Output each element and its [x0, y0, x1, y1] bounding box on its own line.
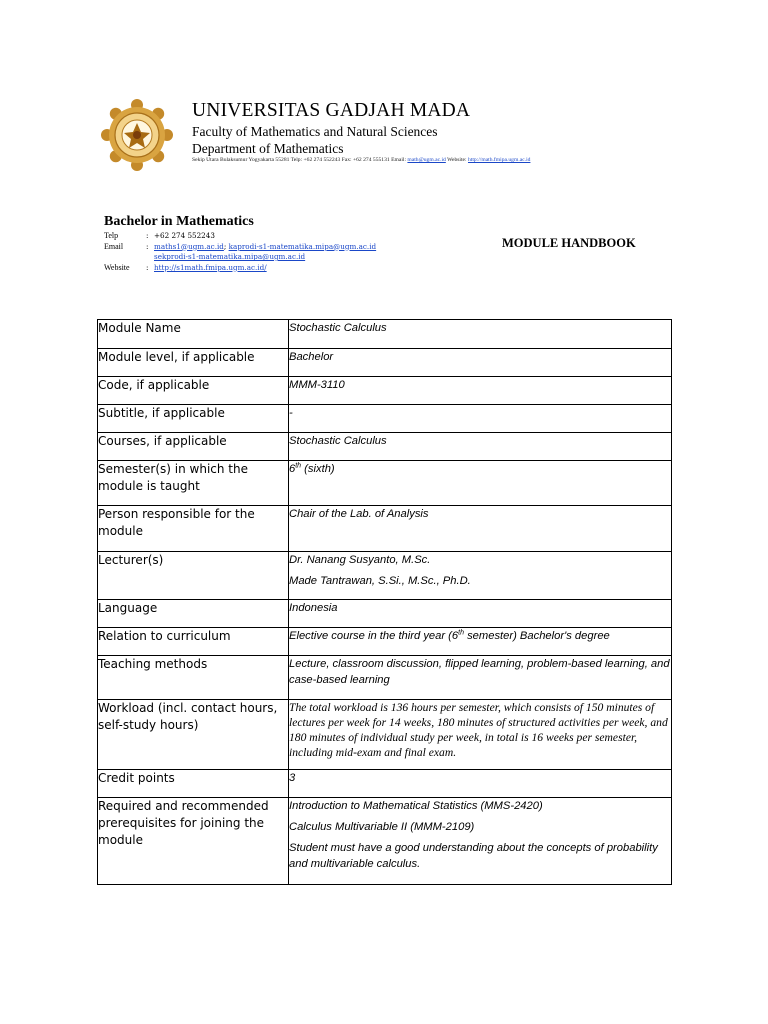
table-row [98, 461, 672, 506]
table-row [98, 700, 672, 770]
module-courses-value: Stochastic Calculus [289, 433, 672, 461]
table-row [98, 506, 672, 552]
email-label: Email [104, 241, 124, 251]
address-line [192, 157, 530, 163]
row-label: Module Name [98, 320, 289, 349]
website-label: Website [104, 262, 130, 272]
email-link-1[interactable]: maths1@ugm.ac.id [154, 241, 224, 251]
telp-colon: : [146, 231, 149, 240]
telp-label: Telp [104, 231, 119, 240]
row-label: Relation to curriculum [98, 628, 289, 656]
module-subtitle-value: - [289, 405, 672, 433]
table-row [98, 405, 672, 433]
row-label: Required and recommended prerequisites for joining the module [98, 798, 289, 885]
module-language-value: Indonesia [289, 600, 672, 628]
row-label: Code, if applicable [98, 377, 289, 405]
module-workload-value: The total workload is 136 hours per semester, which consists of 150 minutes of lectures per week for 14 weeks, 180 minutes of structured activities per week, and 180 minutes of individual study per week, in total is 16 weeks per semester, including mid-exam and final exam. [289, 700, 672, 770]
row-label: Lecturer(s) [98, 552, 289, 600]
row-label: Credit points [98, 770, 289, 798]
faculty-name: Faculty of Mathematics and Natural Sciences [192, 124, 438, 139]
row-label: Person responsible for the module [98, 506, 289, 552]
contact-telp-row [104, 231, 376, 242]
table-row [98, 377, 672, 405]
lecturer-name: Made Tantrawan, S.Si., M.Sc., Ph.D. [289, 575, 471, 587]
email-separator: ; [223, 241, 227, 251]
prerequisite-item: Calculus Multivariable II (MMM-2109) [289, 821, 475, 833]
telp-value: +62 274 552243 [154, 231, 215, 240]
address-website-label: Website: [447, 157, 467, 163]
table-row [98, 656, 672, 700]
contact-email-row [104, 242, 376, 253]
prerequisite-item: Student must have a good understanding about the concepts of probability and multivariable calculus. [289, 842, 658, 870]
row-label: Teaching methods [98, 656, 289, 700]
table-row [98, 433, 672, 461]
row-label: Semester(s) in which the module is taught [98, 461, 289, 506]
row-label: Module level, if applicable [98, 349, 289, 377]
table-row [98, 320, 672, 349]
table-row [98, 798, 672, 885]
address-text: Sekip Utara Bulaksumur Yogyakarta 55281 Telp: +62 274 552243 Fax: +62 274 555131 Email: [192, 157, 407, 163]
email-link-3[interactable]: sekprodi-s1-matematika.mipa@ugm.ac.id [154, 252, 306, 261]
module-prereq-value [289, 798, 672, 885]
row-label: Subtitle, if applicable [98, 405, 289, 433]
contact-email-row-2 [104, 252, 376, 263]
row-label: Workload (incl. contact hours, self-study hours) [98, 700, 289, 770]
module-lecturers-value [289, 552, 672, 600]
program-title: Bachelor in Mathematics [104, 214, 254, 229]
module-person-value: Chair of the Lab. of Analysis [289, 506, 672, 552]
module-code-value: MMM-3110 [289, 377, 672, 405]
row-label: Language [98, 600, 289, 628]
email-colon: : [146, 241, 149, 251]
contact-website-row [104, 263, 376, 274]
lecturer-name: Dr. Nanang Susyanto, M.Sc. [289, 554, 431, 566]
module-table [97, 319, 672, 885]
module-name-value: Stochastic Calculus [289, 320, 672, 349]
table-row [98, 552, 672, 600]
website-colon: : [146, 262, 149, 272]
module-level-value: Bachelor [289, 349, 672, 377]
handbook-title: MODULE HANDBOOK [502, 236, 636, 250]
university-name: UNIVERSITAS GADJAH MADA [192, 100, 471, 121]
table-row [98, 770, 672, 798]
table-row [98, 600, 672, 628]
email-link-2[interactable]: kaprodi-s1-matematika.mipa@ugm.ac.id [228, 241, 377, 251]
website-link[interactable]: http://s1math.fmipa.ugm.ac.id/ [154, 262, 267, 272]
table-row [98, 349, 672, 377]
program-contacts [104, 231, 376, 273]
university-emblem-logo [100, 98, 174, 172]
module-semester-value: 6th (sixth) [289, 461, 672, 506]
department-name: Department of Mathematics [192, 141, 344, 156]
table-row [98, 628, 672, 656]
address-website-link[interactable]: http://math.fmipa.ugm.ac.id [467, 157, 531, 163]
module-teaching-value: Lecture, classroom discussion, flipped learning, problem-based learning, and case-based learning [289, 656, 672, 700]
address-email-link[interactable]: math@ugm.ac.id [407, 157, 446, 163]
prerequisite-item: Introduction to Mathematical Statistics (MMS-2420) [289, 800, 543, 812]
module-relation-value: Elective course in the third year (6th semester) Bachelor's degree [289, 628, 672, 656]
module-credit-value: 3 [289, 770, 672, 798]
row-label: Courses, if applicable [98, 433, 289, 461]
